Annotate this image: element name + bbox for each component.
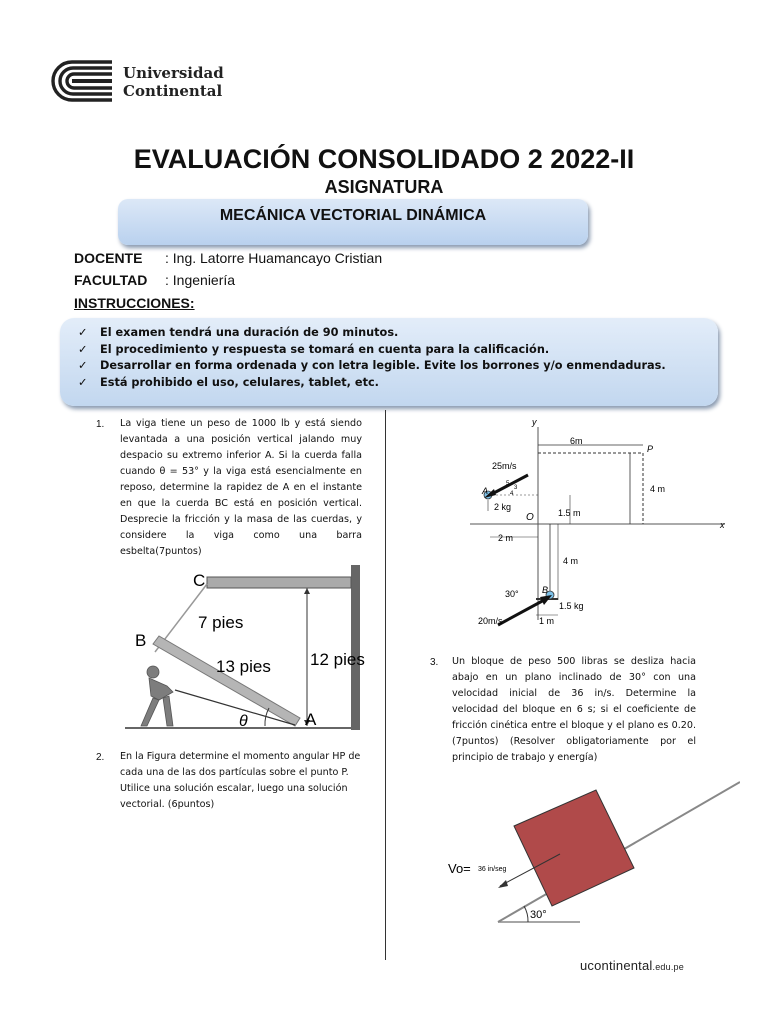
label-7-pies: 7 pies [198,613,244,632]
svg-text:Vo=: Vo= [448,861,471,876]
question-2-text: En la Figura determine el momento angular HP de cada una de las dos partículas sobre el punto P. Utilice una solución escalar, luego una solución vectorial. (6puntos) [120,751,361,810]
figure-1-beam [115,560,380,735]
course-title: MECÁNICA VECTORIAL DINÁMICA [219,207,487,224]
question-1-text: La viga tiene un peso de 1000 lb y está siendo levantada a una posición vertical jalando muy despacio su extremo inferior A. Si la cuerda falla cuando θ = 53° y la viga está esencialmente en reposo, determine la rapidez de A en el instante en que la cuerda BC está en posición vertical. Desprecie la fricción y la masa de las cuerdas, y considere la viga como una barra esbelta(7puntos) [120,418,362,557]
label-a: A [305,710,317,729]
svg-text:B: B [542,585,549,595]
svg-text:2 kg: 2 kg [494,502,512,512]
instructions-heading: INSTRUCCIONES: [74,295,195,311]
label-theta: θ [239,713,248,730]
exam-subtitle: ASIGNATURA [324,177,444,197]
svg-text:30°: 30° [530,909,547,921]
svg-text:25m/s: 25m/s [492,461,517,471]
university-name: Universidad Continental [123,64,224,100]
svg-text:2 m: 2 m [498,533,514,543]
instructions-list [78,325,666,391]
question-3-number: 3. [430,657,439,668]
svg-text:5: 5 [506,481,510,487]
figure-2-particles [470,415,745,637]
instruction-item: ✓ El examen tendrá una duración de 90 minutos. [78,325,666,342]
svg-text:P: P [647,444,654,454]
column-divider [385,410,386,960]
checkmark-icon: ✓ [78,342,88,356]
svg-text:4 m: 4 m [650,484,666,494]
label-c: C [193,571,206,590]
svg-text:4 m: 4 m [563,556,579,566]
svg-text:6m: 6m [570,436,583,446]
svg-text:1.5 m: 1.5 m [558,508,581,518]
wall [351,565,360,730]
top-beam [207,577,351,588]
docente-label: DOCENTE [74,250,143,266]
label-12-pies: 12 pies [310,650,365,669]
facultad-label: FACULTAD [74,272,148,288]
label-b: B [135,631,147,650]
checkmark-icon: ✓ [78,326,88,339]
question-3-text: Un bloque de peso 500 libras se desliza hacia abajo en un plano inclinado de 30° con una velocidad inicial de 36 in/s. Determine la velocidad del bloque en 6 s; si el coeficiente de fricción cinética entre el bloque y el plano es 0.20. (7puntos) (Resolver obligatoriamente por el principio de trabajo y energía) [452,656,696,763]
svg-text:3: 3 [514,485,518,491]
instruction-item: ✓ Desarrollar en forma ordenada y con letra legible. Evite los borrones y/o enmendaduras. [78,358,666,375]
svg-text:36 in/seg: 36 in/seg [478,866,507,873]
svg-text:30°: 30° [505,589,519,599]
label-13-pies: 13 pies [216,657,271,676]
svg-text:x: x [720,520,725,530]
svg-text:O: O [526,512,534,523]
svg-text:A: A [482,486,489,496]
facultad-value: : Ingeniería [165,272,236,288]
instruction-item: ✓ Está prohibido el uso, celulares, tablet, etc. [78,375,666,392]
instruction-item: ✓ El procedimiento y respuesta se tomará en cuenta para la calificación. [78,342,666,359]
person-figure [141,666,173,726]
footer-brand: ucontinental.edu.pe [580,958,684,973]
exam-title: EVALUACIÓN CONSOLIDADO 2 2022-II [133,144,635,174]
svg-text:20m/s: 20m/s [478,616,503,626]
svg-text:1 m: 1 m [539,616,555,626]
question-2-number: 2. [96,752,105,763]
docente-value: : Ing. Latorre Huamancayo Cristian [165,250,383,266]
svg-text:1.5 kg: 1.5 kg [559,601,584,611]
checkmark-icon: ✓ [78,359,88,372]
question-1-number: 1. [96,419,105,430]
checkmark-icon: ✓ [78,375,88,389]
svg-text:y: y [532,417,537,427]
svg-text:4: 4 [510,491,514,497]
sliding-block [514,790,634,906]
figure-3-incline [440,780,740,930]
inclined-beam [153,636,300,726]
